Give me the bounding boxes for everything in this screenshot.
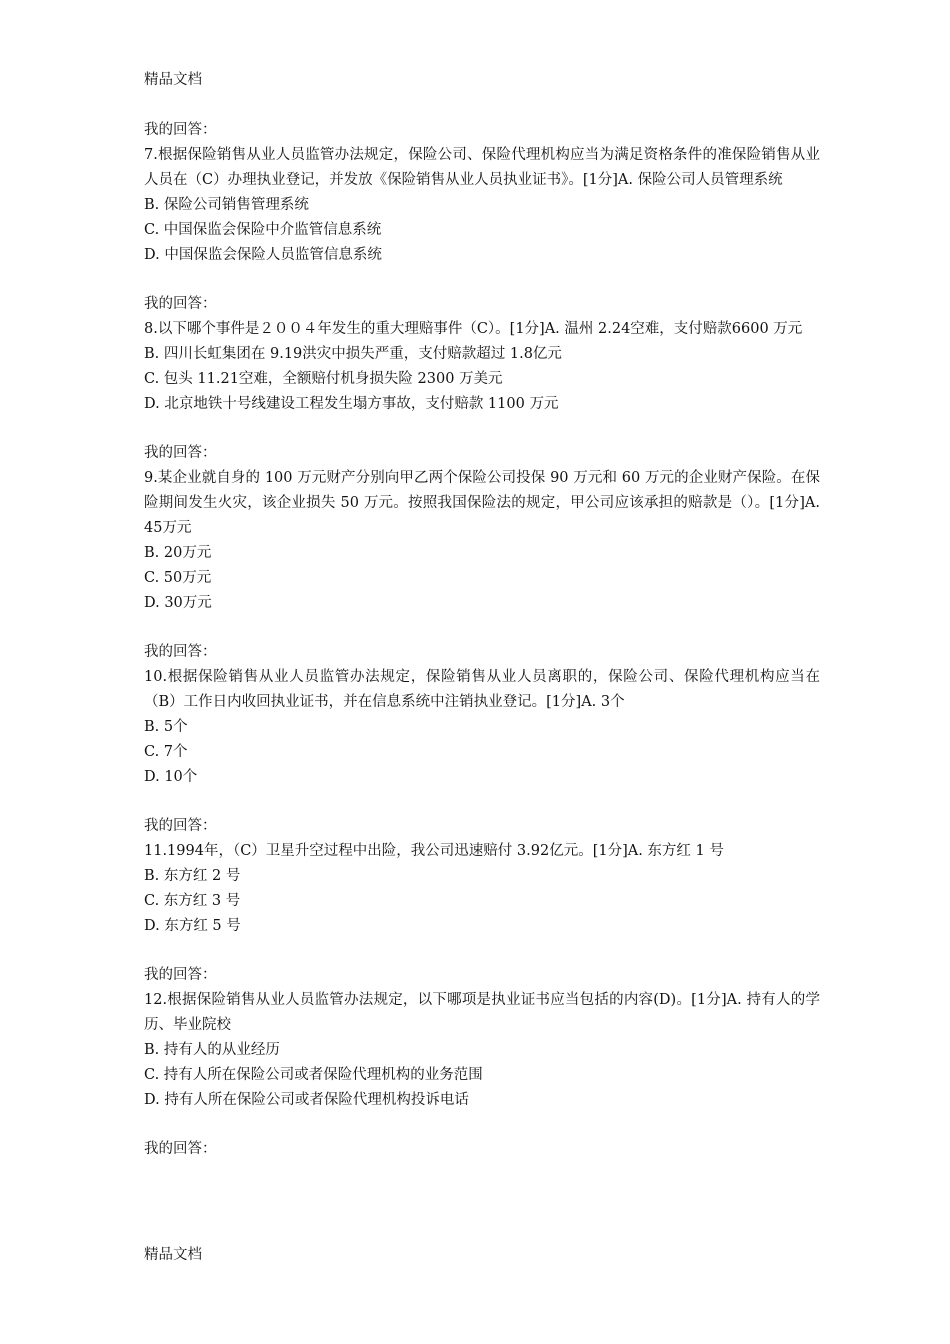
question-block-9 [144, 441, 820, 616]
option-c: C. 东方红 3 号 [144, 893, 241, 909]
option-d: D. 持有人所在保险公司或者保险代理机构投诉电话 [144, 1092, 469, 1108]
question-block-8 [144, 292, 820, 417]
page-footer: 精品文档 [144, 1247, 202, 1263]
option-b: B. 20万元 [144, 545, 212, 561]
answer-label: 我的回答： [144, 445, 217, 461]
question-text: 11.1994年，（C）卫星升空过程中出险，我公司迅速赔付 3.92亿元。[1分]A. 东方红 1 号 [144, 843, 724, 859]
answer-label: 我的回答： [144, 644, 217, 660]
answer-label: 我的回答： [144, 122, 217, 138]
question-text: 8.以下哪个事件是２００４年发生的重大理赔事件（C）。[1分]A. 温州 2.24空难，支付赔款6600 万元 [144, 321, 803, 337]
answer-label: 我的回答： [144, 296, 217, 312]
page-header: 精品文档 [144, 72, 202, 88]
option-b: B. 5个 [144, 719, 188, 735]
question-text: 10.根据保险销售从业人员监管办法规定，保险销售从业人员离职的，保险公司、保险代理机构应当在（B）工作日内收回执业证书，并在信息系统中注销执业登记。[1分]A. 3个 [144, 669, 820, 710]
trailing-answer-block [144, 1137, 820, 1162]
question-text: 7.根据保险销售从业人员监管办法规定，保险公司、保险代理机构应当为满足资格条件的准保险销售从业人员在（C）办理执业登记，并发放《保险销售从业人员执业证书》。[1分]A. 保险公司人员管理系统 [144, 147, 820, 188]
option-b: B. 东方红 2 号 [144, 868, 241, 884]
option-b: B. 保险公司销售管理系统 [144, 197, 309, 213]
question-block-12 [144, 963, 820, 1113]
option-c: C. 50万元 [144, 570, 212, 586]
answer-label: 我的回答： [144, 1141, 217, 1157]
option-b: B. 四川长虹集团在 9.19洪灾中损失严重，支付赔款超过 1.8亿元 [144, 346, 562, 362]
question-text: 12.根据保险销售从业人员监管办法规定，以下哪项是执业证书应当包括的内容(D)。[1分]A. 持有人的学历、毕业院校 [144, 992, 820, 1033]
option-d: D. 东方红 5 号 [144, 918, 241, 934]
answer-label: 我的回答： [144, 818, 217, 834]
question-block-7 [144, 118, 820, 268]
question-block-11 [144, 814, 820, 939]
option-c: C. 中国保监会保险中介监管信息系统 [144, 222, 382, 238]
option-c: C. 7个 [144, 744, 188, 760]
option-d: D. 10个 [144, 769, 198, 785]
question-text: 9.某企业就自身的 100 万元财产分别向甲乙两个保险公司投保 90 万元和 60 万元的企业财产保险。在保险期间发生火灾，该企业损失 50 万元。按照我国保险法的规定，甲公司应该承担的赔款是（）。[1分]A. 45万元 [144, 470, 820, 536]
option-d: D. 30万元 [144, 595, 212, 611]
answer-label: 我的回答： [144, 967, 217, 983]
document-body [144, 118, 820, 1186]
question-block-10 [144, 640, 820, 790]
option-b: B. 持有人的从业经历 [144, 1042, 280, 1058]
option-d: D. 北京地铁十号线建设工程发生塌方事故，支付赔款 1100 万元 [144, 396, 559, 412]
option-c: C. 持有人所在保险公司或者保险代理机构的业务范围 [144, 1067, 483, 1083]
option-d: D. 中国保监会保险人员监管信息系统 [144, 247, 382, 263]
option-c: C. 包头 11.21空难，全额赔付机身损失险 2300 万美元 [144, 371, 503, 387]
